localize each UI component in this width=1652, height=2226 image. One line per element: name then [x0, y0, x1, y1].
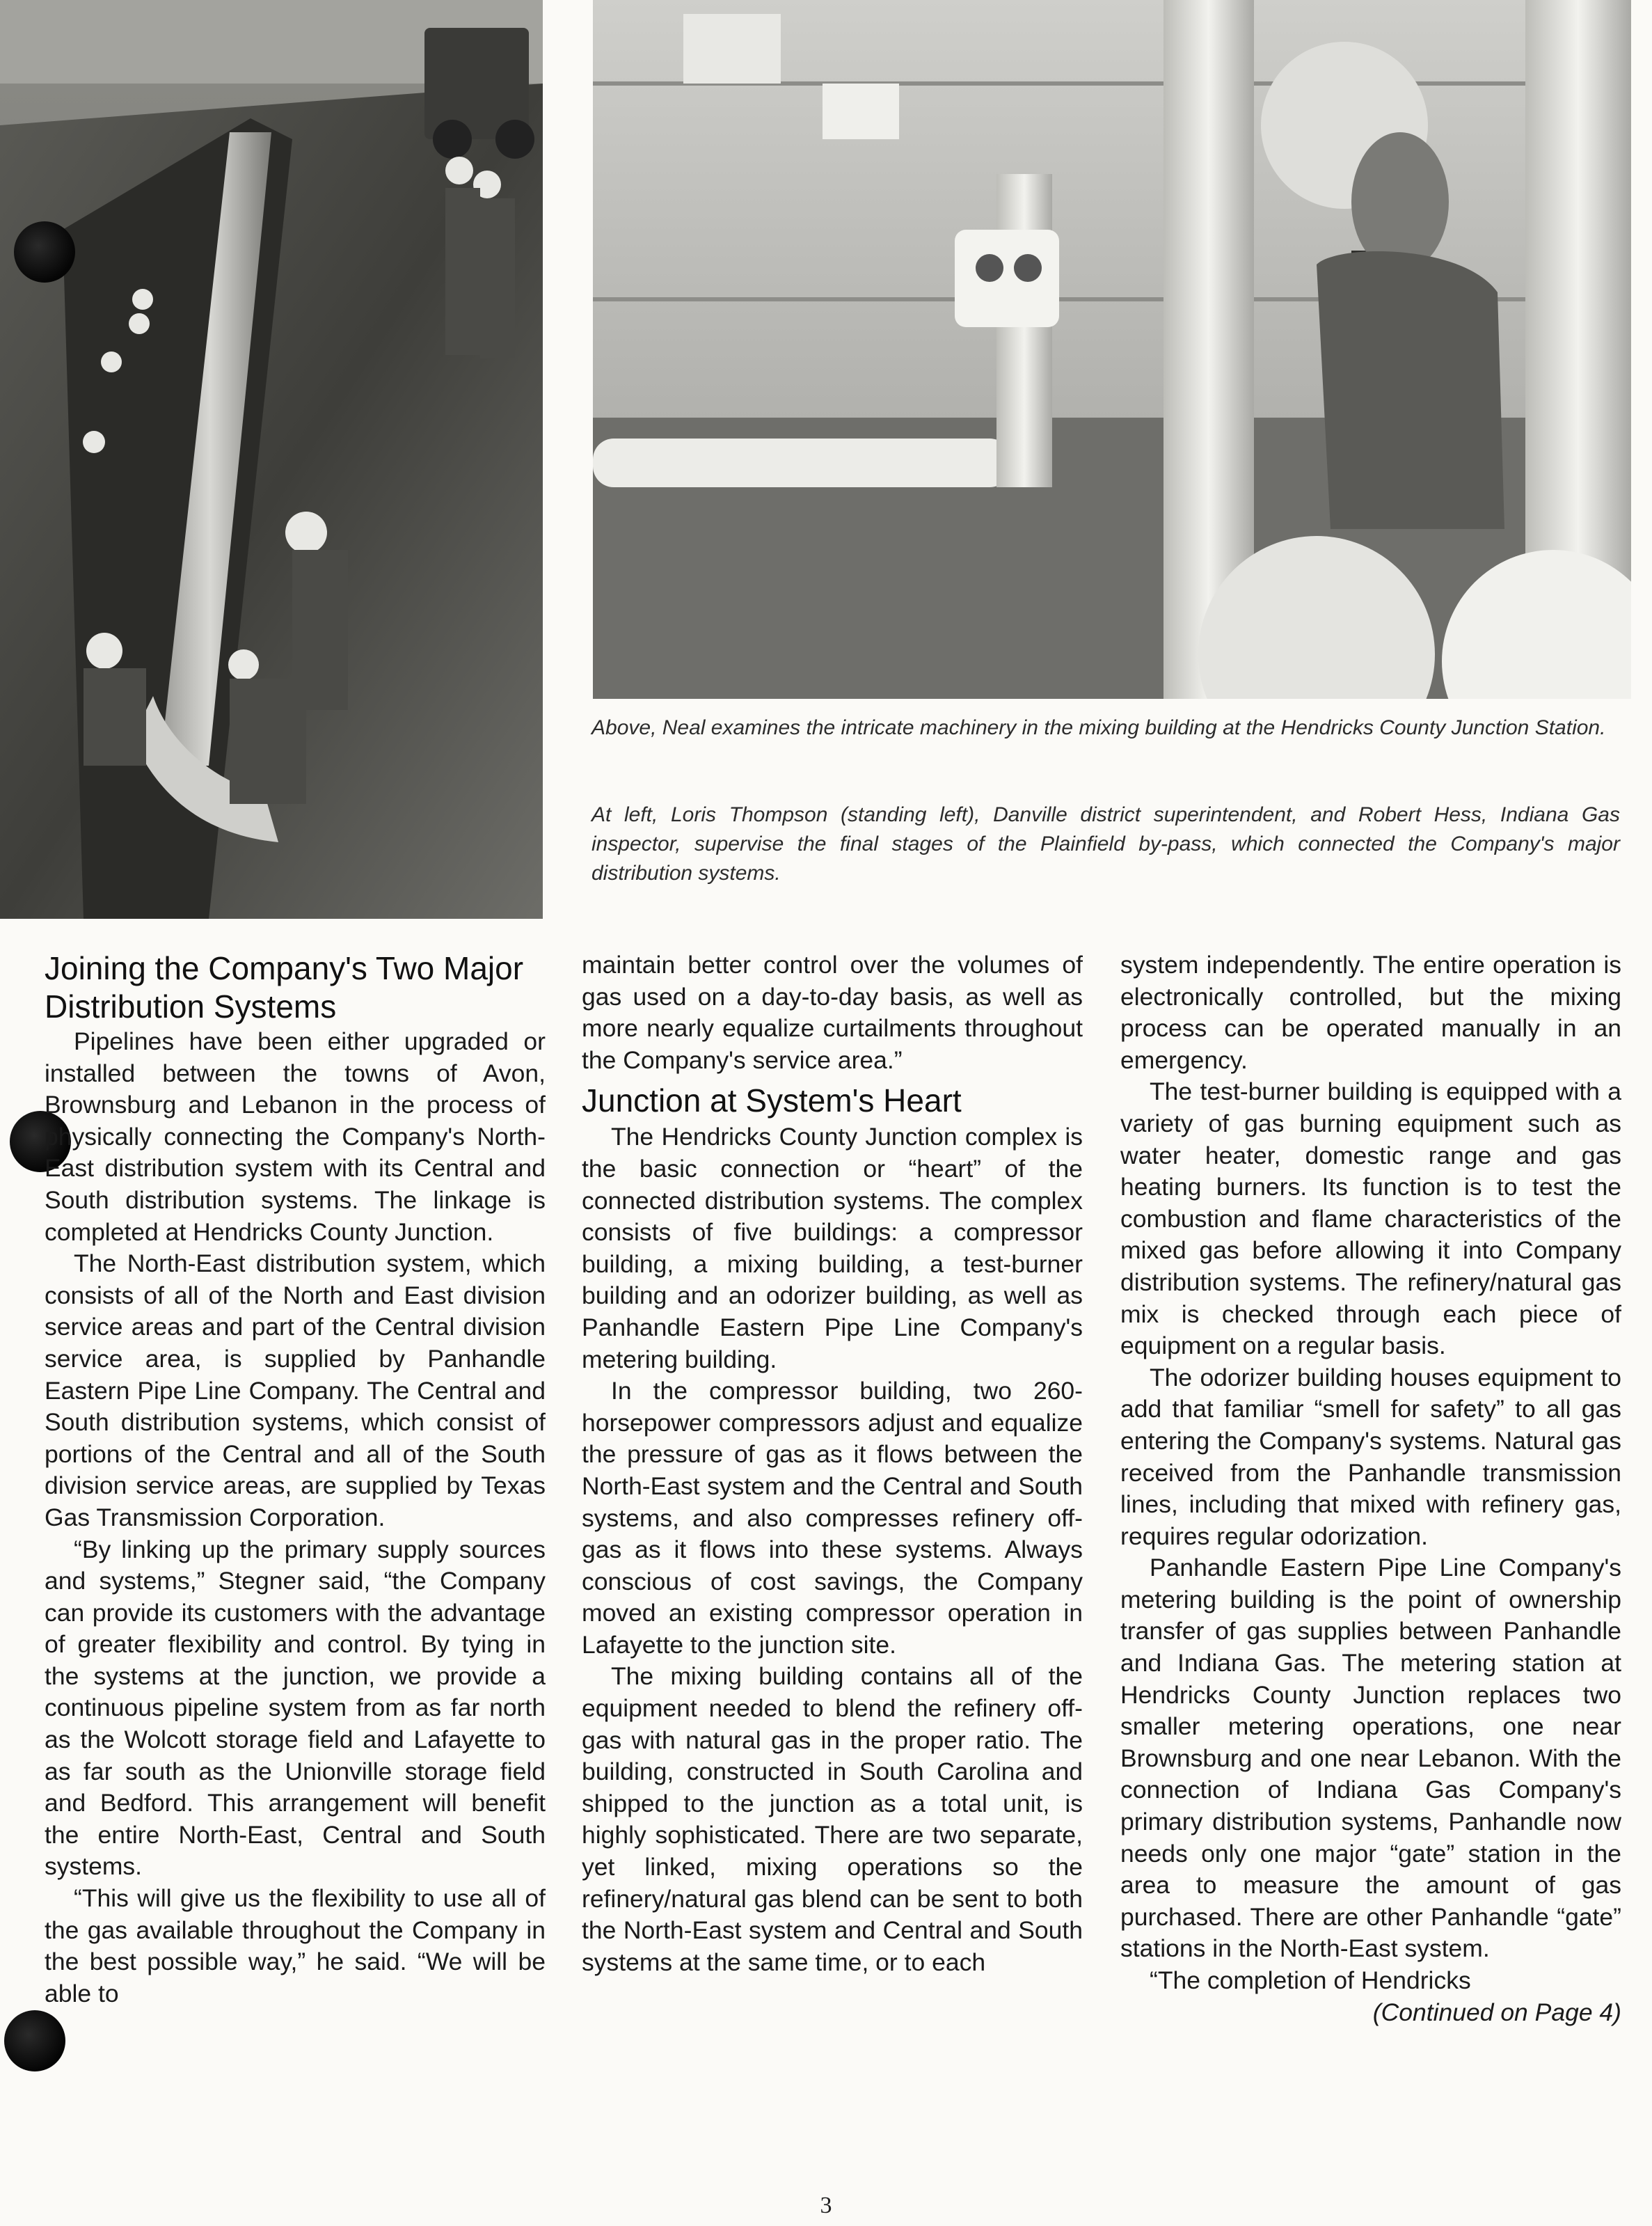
article-column-1 [45, 949, 546, 2181]
paragraph: The odorizer building houses equipment to add that familiar “smell for safety” to all gas entering the Company's systems. Natural gas received from the Panhandle transmission lines, including that mixed with refinery gas, requires regular odorization. [1120, 1363, 1621, 1550]
paragraph: The Hendricks County Junction complex is the basic connection or “heart” of the connected distribution systems. The complex consists of five buildings: a compressor building, a mixing building, a test-burner building and an odorizer building, as well as Panhandle Eastern Pipe Line Company's metering building. [582, 1123, 1083, 1373]
binder-hole-top [14, 221, 75, 283]
article-subhead: Junction at System's Heart [582, 1082, 962, 1119]
pipeline-construction-photo [0, 0, 543, 919]
paragraph: Pipelines have been either upgraded or installed between the towns of Avon, Brownsburg and Lebanon in the process of physically connecting the Company's North-East distribution system with its Central and South distribution systems. The linkage is completed at Hendricks County Junction. [45, 1027, 546, 1246]
paragraph: The test-burner building is equipped with a variety of gas burning equipment such as water heater, domestic range and gas heating burners. Its function is to test the combustion and flame characteristics of the mixed gas before allowing it into Company distribution systems. The refinery/natural gas mix is checked through each piece of equipment on a regular basis. [1120, 1078, 1621, 1360]
mixing-building-machinery-photo [593, 0, 1631, 699]
paragraph: In the compressor building, two 260-horsepower compressors adjust and equalize the pressure of gas as it flows between the North-East system and the Central and South systems, and also compresses refinery off-gas as it flows into these systems. Always conscious of cost savings, the Company moved an existing compressor operation in Lafayette to the junction site. [582, 1377, 1083, 1659]
photo-caption-above: Above, Neal examines the intricate machinery in the mixing building at the Hendricks County Junction Station. [591, 716, 1606, 739]
photo-caption-left: At left, Loris Thompson (standing left), Danville district superintendent, and Robert Hess, Indiana Gas inspector, supervise the final stages of the Plainfield by-pass, which connected the Company's major distribution systems. [591, 803, 1620, 885]
paragraph: Panhandle Eastern Pipe Line Company's metering building is the point of ownership transfer of gas supplies between Panhandle and Indiana Gas. The metering station at Hendricks County Junction replaces two smaller metering operations, one near Brownsburg and one near Lebanon. With the connection of Indiana Gas Company's primary distribution systems, Panhandle now needs only one major “gate” station in the area to measure the amount of gas purchased. There are other Panhandle “gate” stations in the North-East system. [1120, 1554, 1621, 1963]
paragraph-continued: maintain better control over the volumes of gas used on a day-to-day basis, as well as more nearly equalize curtailments throughout the Company's service area.” [582, 951, 1083, 1074]
paragraph: The North-East distribution system, which consists of all of the North and East division service areas and part of the Central division service area, is supplied by Panhandle Eastern Pipe Line Company. The Central and South distribution systems, which consist of portions of the Central and all of the South division service areas, are supplied by Texas Gas Transmission Corporation. [45, 1249, 546, 1531]
article-column-3 [1120, 949, 1621, 2181]
article-column-2 [582, 949, 1083, 2181]
paragraph-continued: system independently. The entire operation is electronically controlled, but the mixing process can be operated manually in an emergency. [1120, 951, 1621, 1074]
paragraph: “This will give us the flexibility to use all of the gas available throughout the Company in the best possible way,” he said. “We will be able to [45, 1884, 546, 2007]
article-headline: Joining the Company's Two Major Distribution Systems [45, 950, 524, 1025]
paragraph: “The completion of Hendricks [1150, 1966, 1471, 1994]
paragraph: The mixing building contains all of the equipment needed to blend the refinery off-gas with natural gas in the proper ratio. The building, constructed in South Carolina and shipped to the junction as a total unit, is highly sophisticated. There are two separate, yet linked, mixing operations so the refinery/natural gas blend can be sent to both the North-East system and Central and South systems at the same time, or to each [582, 1662, 1083, 1976]
continued-note: (Continued on Page 4) [1372, 1998, 1621, 2026]
paragraph: “By linking up the primary supply sources and systems,” Stegner said, “the Company can provide its customers with the advantage of greater flexibility and control. By tying in the systems at the junction, we provide a continuous pipeline system from as far north as the Wolcott storage field and Lafayette to as far south as the Unionville storage field and Bedford. This arrangement will benefit the entire North-East, Central and South systems. [45, 1535, 546, 1881]
page-number: 3 [820, 2193, 832, 2218]
